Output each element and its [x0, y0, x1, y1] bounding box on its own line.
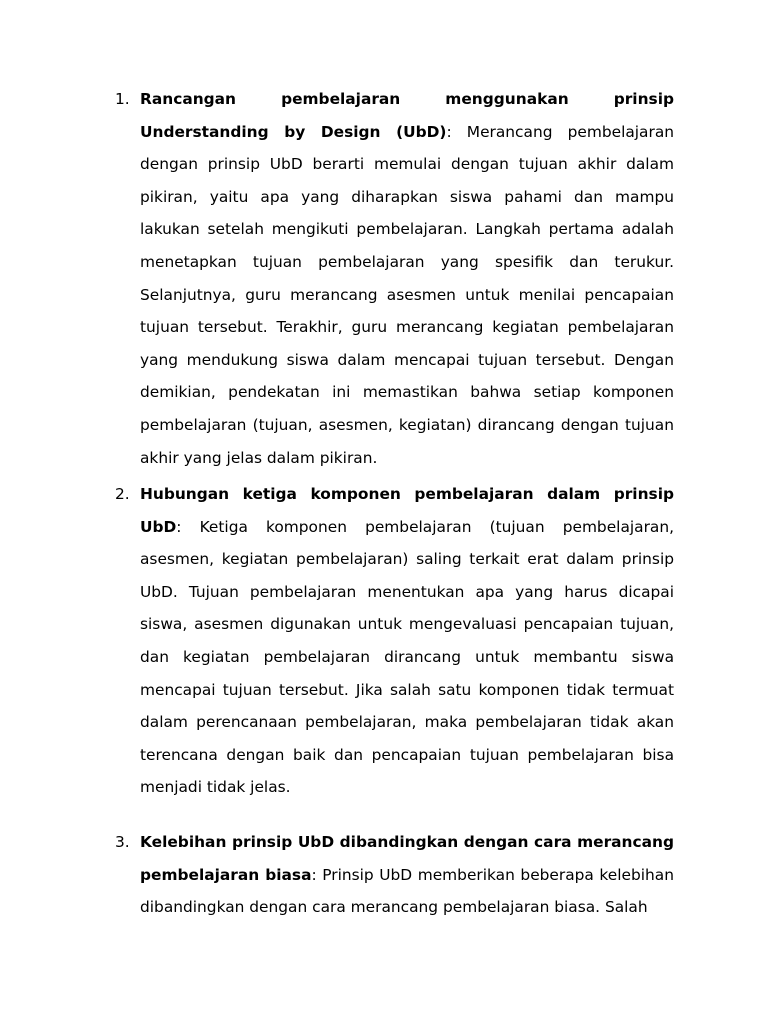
list-item [115, 826, 674, 924]
list-item-heading: Kelebihan prinsip UbD dibandingkan dengan cara merancang pembelajaran biasa [140, 833, 674, 884]
list-item [115, 478, 674, 804]
list-item-body: : Prinsip UbD memberikan beberapa kelebihan dibandingkan dengan cara merancang pembelajaran biasa. Salah [140, 865, 674, 917]
list-item-heading: Hubungan ketiga komponen pembelajaran dalam prinsip UbD [140, 485, 674, 536]
list-item-body: : Merancang pembelajaran dengan prinsip UbD berarti memulai dengan tujuan akhir dalam pikiran, yaitu apa yang diharapkan siswa pahami dan mampu lakukan setelah mengikuti pembelajaran. Langkah pertama adalah menetapkan tujuan pembelajaran yang spesifik dan terukur. Selanjutnya, guru merancang asesmen untuk menilai pencapaian tujuan tersebut. Terakhir, guru merancang kegiatan pembelajaran yang mendukung siswa dalam mencapai tujuan tersebut. Dengan demikian, pendekatan ini memastikan bahwa setiap komponen pembelajaran (tujuan, asesmen, kegiatan) dirancang dengan tujuan akhir yang jelas dalam pikiran. [140, 122, 675, 467]
list-item-number: 1. [115, 90, 130, 108]
list-item-heading: Rancangan pembelajaran menggunakan prinsip Understanding by Design (UbD) [140, 90, 674, 141]
list-item-number: 2. [115, 485, 130, 503]
list-item-number: 3. [115, 833, 130, 851]
list-item [115, 83, 675, 474]
list-item-body: : Ketiga komponen pembelajaran (tujuan pembelajaran, asesmen, kegiatan pembelajaran) saling terkait erat dalam prinsip UbD. Tujuan pembelajaran menentukan apa yang harus dicapai siswa, asesmen digunakan untuk mengevaluasi pencapaian tujuan, dan kegiatan pembelajaran dirancang untuk membantu siswa mencapai tujuan tersebut. Jika salah satu komponen tidak termuat dalam perencanaan pembelajaran, maka pembelajaran tidak akan terencana dengan baik dan pencapaian tujuan pembelajaran bisa menjadi tidak jelas. [140, 517, 674, 797]
